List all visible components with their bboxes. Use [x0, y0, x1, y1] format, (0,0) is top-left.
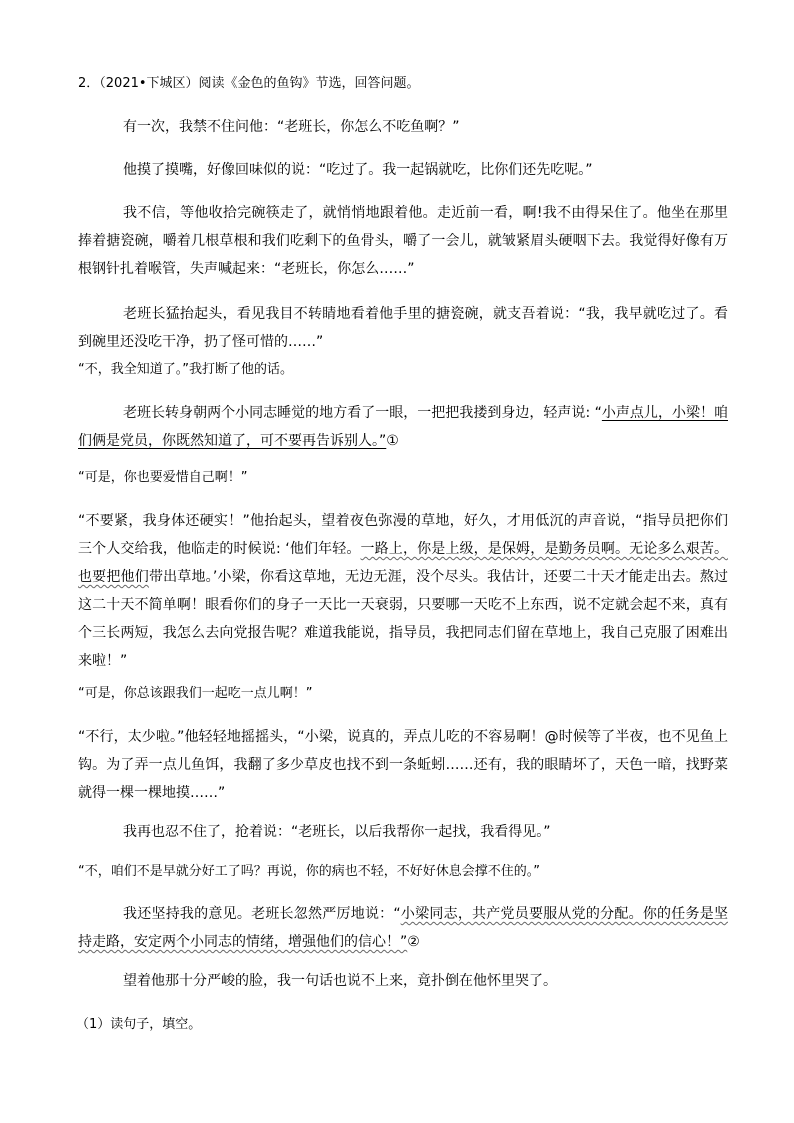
paragraph-2: 他摸了摸嘴，好像回味似的说：“吃过了。我一起锅就吃，比你们还先吃呢。” — [123, 162, 593, 178]
paragraph-14: 望着他那十分严峻的脸，我一句话也说不上来，竟扑倒在他怀里哭了。 — [123, 973, 557, 989]
sentence-mark-2: ② — [407, 934, 420, 950]
paragraph-3: 我不信，等他收拾完碗筷走了，就悄悄地跟着他。走近前一看，啊!我不由得呆住了。他坐在那里捧着搪瓷碗，嚼着几根草根和我们吃剩下的鱼骨头，嚼了一会儿，就皱紧眉头硬咽下去。我觉得好像有万根钢针扎着喉管，失声喊起来：“老班长，你怎么……” — [78, 205, 728, 277]
underlined-sentence-1: 小声点儿，小梁！咱们俩是党员，你既然知道了，可不要再告诉别人。” — [78, 405, 728, 449]
wavy-underlined-phrase: 一路上，你是上级，是保姆，是勤务员啊。无论多么艰苦。也要把他们 — [78, 541, 728, 585]
sentence-mark-1: ① — [386, 433, 399, 449]
paragraph-13-text: 我还坚持我的意见。老班长忽然严厉地说：“ — [123, 906, 401, 922]
paragraph-13 — [78, 900, 728, 956]
paragraph-12: “不，咱们不是早就分好工了吗？再说，你的病也不轻，不好好休息会撑不住的。” — [78, 864, 540, 879]
paragraph-9: “可是，你总该跟我们一起吃一点儿啊！” — [78, 686, 313, 701]
paragraph-8-text-a: “不要紧，我身体还硬实！”他抬起头，望着夜色弥漫的草地，好久，才用低沉的声音说，“指导员把你们三个人交给我，他临走的时候说: ‘他们年轻。 — [78, 513, 728, 557]
paragraph-8-text-b: 带出草地。’小梁，你看这草地，无边无涯，没个尽头。我估计，还要二十天才能走出去。熬过这二十天不简单啊！眼看你们的身子一天比一天衰弱，只要哪一天吃不上东西，说不定就会起不来，真有个三长两短，我怎么去向党报告呢？难道我能说，指导员，我把同志们留在草地上，我自己克服了困难出来啦！” — [78, 569, 729, 669]
paragraph-5: “不，我全知道了。”我打断了他的话。 — [78, 362, 293, 377]
paragraph-4: 老班长猛抬起头，看见我目不转睛地看着他手里的搪瓷碗，就支吾着说：“我，我早就吃过了。看到碗里还没吃干净，扔了怪可惜的……” — [78, 306, 728, 350]
question-header: 2．（2021•下城区）阅读《金色的鱼钩》节选，回答问题。 — [78, 76, 420, 91]
paragraph-11: 我再也忍不住了，抢着说：“老班长，以后我帮你一起找，我看得见。” — [123, 824, 551, 840]
paragraph-6 — [78, 399, 728, 455]
paragraph-7: “可是，你也要爱惜自己啊！” — [78, 470, 248, 485]
paragraph-10: “不行，太少啦。”他轻轻地摇摇头，“小梁，说真的，弄点儿吃的不容易啊！@时候等了半夜，也不见鱼上钩。为了弄一点儿鱼饵，我翻了多少草皮也找不到一条蚯蚓……还有，我的眼睛坏了，天色一暗，找野菜就得一棵一棵地摸……” — [78, 729, 728, 801]
underlined-sentence-2: 小梁同志，共产党员要服从党的分配。你的任务是坚持走路，安定两个小同志的情绪，增强他们的信心！” — [78, 906, 728, 950]
paragraph-6-text: 老班长转身朝两个小同志睡觉的地方看了一眼，一把把我搂到身边，轻声说: “ — [123, 405, 602, 421]
paragraph-8 — [78, 507, 728, 675]
paragraph-1: 有一次，我禁不住问他：“老班长，你怎么不吃鱼啊？” — [123, 119, 460, 135]
sub-question: （1）读句子，填空。 — [76, 1017, 202, 1032]
